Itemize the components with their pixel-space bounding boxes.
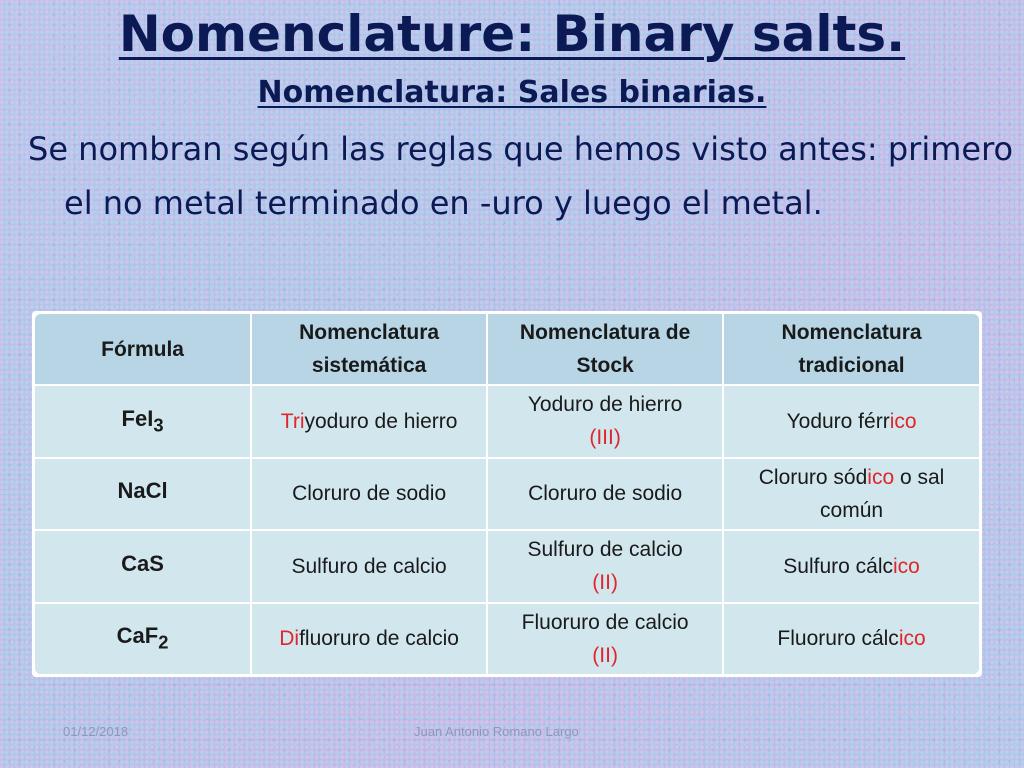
tradicional-cell [724,459,979,532]
table-header-row [35,314,979,386]
suffix-highlight: ico [867,465,895,489]
prefix-highlight: Di [279,627,300,651]
table-row [35,459,979,532]
header-tradicional: Nomenclatura tradicional [724,314,979,386]
slide-title [0,2,1024,66]
tradicional-stem: Fluoruro cálc [777,627,899,651]
stock-cell [488,531,724,604]
tradicional-stem: Yoduro férr [786,409,890,433]
sistematica-text: fluoruro de calcio [299,627,459,651]
sistematica-cell [252,459,488,532]
sistematica-cell [252,604,488,675]
stock-valence: (III) [589,426,621,450]
sistematica-cell [252,386,488,459]
formula-cell [35,386,252,459]
table-row [35,604,979,675]
prefix-highlight: Tri [280,409,305,433]
slide-subtitle-text: Nomenclatura: Sales binarias. [257,75,767,110]
formula-cell [35,531,252,604]
formula-subscript: 3 [153,413,164,435]
formula-cell [35,604,252,675]
formula-cell [35,459,252,532]
tradicional-cell [724,531,979,604]
sistematica-cell [252,531,488,604]
table-row [35,531,979,604]
tradicional-stem: Cloruro sód [758,465,868,489]
intro-paragraph: Se nombran según las reglas que hemos visto antes: primero el no metal terminado en -uro y luego el metal. [28,130,1014,222]
table-row [35,386,979,459]
suffix-highlight: ico [898,627,926,651]
slide-title-text: Nomenclature: Binary salts. [118,5,906,63]
suffix-highlight: ico [889,409,917,433]
tradicional-tail: o sal común [820,465,945,522]
footer-author: Juan Antonio Romano Largo [414,724,579,739]
formula-subscript: 2 [158,631,169,653]
tradicional-cell [724,604,979,675]
stock-name: Cloruro de sodio [528,482,683,506]
stock-cell [488,386,724,459]
formula-base: CaS [121,550,164,576]
formula-base: FeI [121,405,154,431]
tradicional-cell [724,386,979,459]
sistematica-text: yoduro de hierro [304,409,458,433]
formula-base: NaCl [117,478,168,504]
stock-name: Sulfuro de calcio [527,538,683,562]
header-formula: Fórmula [35,314,252,386]
header-sistematica: Nomenclatura sistemática [252,314,488,386]
sistematica-text: Sulfuro de calcio [291,554,447,578]
slide-subtitle [0,72,1024,114]
suffix-highlight: ico [892,554,920,578]
stock-name: Yoduro de hierro [527,393,683,417]
header-stock: Nomenclatura de Stock [488,314,724,386]
sistematica-text: Cloruro de sodio [292,482,447,506]
nomenclature-table [35,314,979,674]
stock-cell [488,604,724,675]
nomenclature-table-frame [32,311,982,677]
stock-cell [488,459,724,532]
stock-name: Fluoruro de calcio [521,610,689,634]
formula-base: CaF [116,623,159,649]
footer-date: 01/12/2018 [63,724,129,739]
stock-valence: (II) [592,571,618,595]
tradicional-stem: Sulfuro cálc [783,554,893,578]
stock-valence: (II) [592,643,618,667]
